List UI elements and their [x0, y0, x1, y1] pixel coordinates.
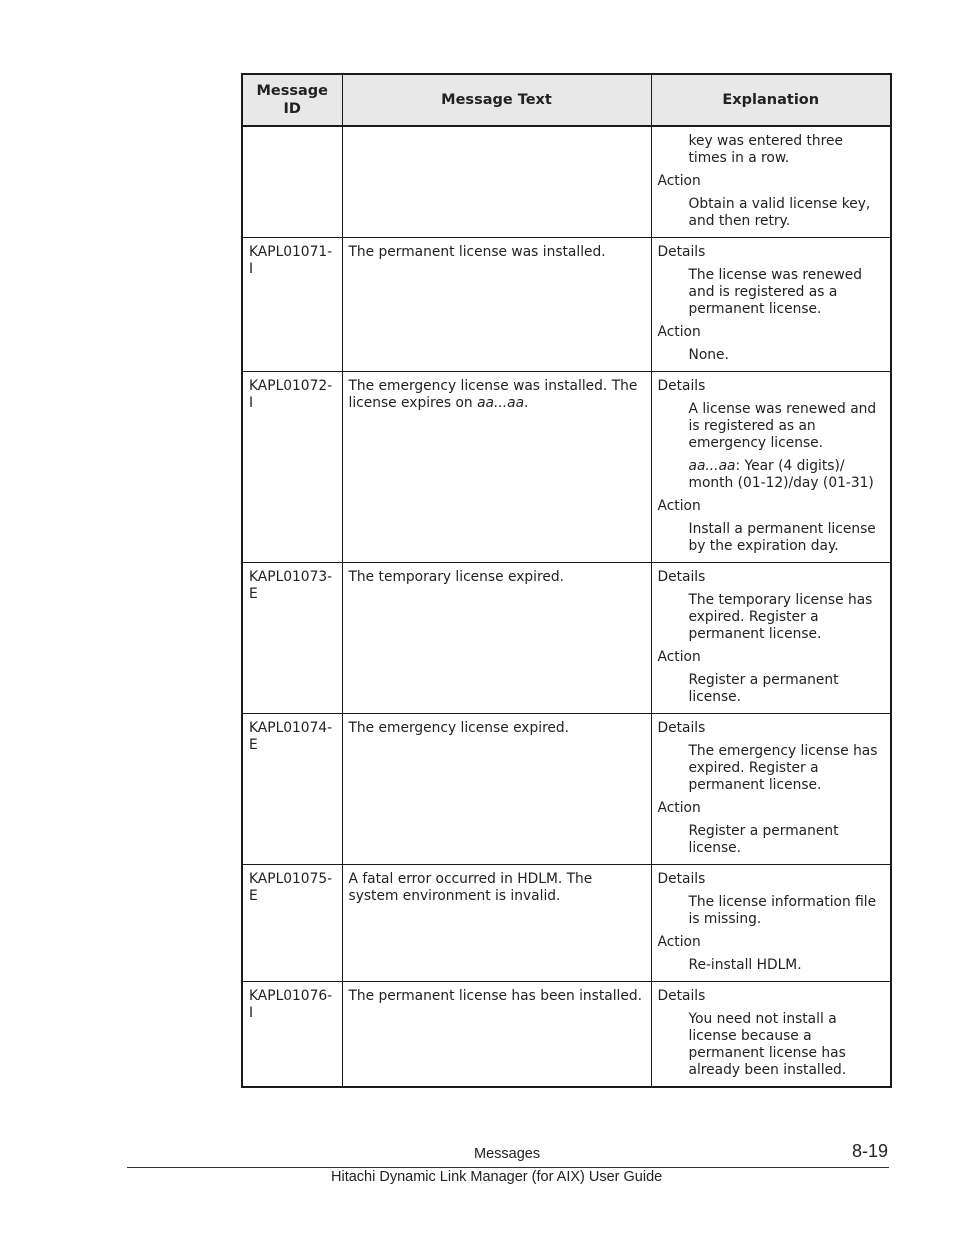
message-id-main: KAPL01073- [249, 569, 333, 585]
table-row [242, 865, 891, 982]
details-text: The emergency license has expired. Register a permanent license. [688, 743, 878, 793]
table-row [242, 238, 891, 372]
message-id [242, 714, 342, 865]
message-id [242, 372, 342, 563]
action-text: Install a permanent license by the expiration day. [688, 521, 876, 554]
message-text: The permanent license has been installed. [342, 982, 651, 1088]
text-cell [342, 126, 651, 238]
action-text: None. [688, 347, 729, 363]
message-id-suffix: E [249, 737, 258, 753]
table-row [242, 372, 891, 563]
details-label: Details [657, 720, 706, 736]
details-text: The license was renewed and is registered as a permanent license. [688, 267, 863, 317]
details-text: The license information file is missing. [688, 894, 877, 927]
message-text: A fatal error occurred in HDLM. The system environment is invalid. [342, 865, 651, 982]
message-id-main: KAPL01071- [249, 244, 333, 260]
message-id [242, 238, 342, 372]
message-id [242, 982, 342, 1088]
explanation-cell [651, 238, 891, 372]
message-id-suffix: I [249, 395, 254, 411]
details-text: You need not install a license because a permanent license has already been installed. [688, 1011, 847, 1078]
action-label: Action [657, 324, 701, 340]
message-text: The permanent license was installed. [342, 238, 651, 372]
message-id-suffix: I [249, 261, 254, 277]
message-text: The emergency license expired. [342, 714, 651, 865]
action-label: Action [657, 934, 701, 950]
message-id [242, 563, 342, 714]
table-row [242, 982, 891, 1088]
details-variable-text [689, 458, 885, 492]
action-label: Action [657, 173, 701, 189]
action-label: Action [657, 498, 701, 514]
message-id-suffix: I [249, 1005, 254, 1021]
message-id-suffix: E [249, 888, 258, 904]
header-message-id: Message ID [242, 74, 342, 126]
message-text [342, 372, 651, 563]
details-text: The temporary license has expired. Register a permanent license. [688, 592, 873, 642]
message-text-part: The emergency license was installed. The license expires on [348, 378, 638, 411]
action-text: Register a permanent license. [688, 672, 839, 705]
message-id-main: KAPL01074- [249, 720, 333, 736]
action-label: Action [657, 649, 701, 665]
page-number: 8-19 [851, 1141, 888, 1161]
footer-divider [127, 1167, 889, 1168]
details-variable: aa...aa [688, 458, 736, 474]
message-id [242, 865, 342, 982]
action-text: Register a permanent license. [688, 823, 839, 856]
message-text-part: . [524, 395, 529, 411]
details-variable-desc: : Year (4 digits)/ month (01-12)/day (01-31) [688, 458, 874, 491]
table-header-row [242, 74, 891, 126]
explanation-cell [651, 865, 891, 982]
message-table [241, 73, 892, 1088]
message-text-variable: aa...aa [477, 395, 525, 411]
id-cell [242, 126, 342, 238]
details-label: Details [657, 871, 706, 887]
details-label: Details [657, 244, 706, 260]
details-text: key was entered three times in a row. [688, 133, 843, 166]
message-id-main: KAPL01076- [249, 988, 333, 1004]
details-text: A license was renewed and is registered as an emergency license. [688, 401, 877, 451]
header-explanation: Explanation [651, 74, 891, 126]
table-row-continuation [242, 126, 891, 238]
explanation-cell [651, 982, 891, 1088]
table-row [242, 563, 891, 714]
action-text: Re-install HDLM. [688, 957, 802, 973]
footer-section-title: Messages [474, 1146, 541, 1162]
message-id-main: KAPL01072- [249, 378, 333, 394]
details-label: Details [657, 378, 706, 394]
message-id-main: KAPL01075- [249, 871, 333, 887]
explanation-cell [651, 372, 891, 563]
message-text: The temporary license expired. [342, 563, 651, 714]
header-message-text: Message Text [342, 74, 651, 126]
details-label: Details [657, 988, 706, 1004]
explanation-cell [651, 126, 891, 238]
explanation-cell [651, 563, 891, 714]
footer-guide-title: Hitachi Dynamic Link Manager (for AIX) User Guide [331, 1169, 663, 1185]
action-text: Obtain a valid license key, and then retry. [688, 196, 871, 229]
table-row [242, 714, 891, 865]
explanation-cell [651, 714, 891, 865]
details-label: Details [657, 569, 706, 585]
action-label: Action [657, 800, 701, 816]
message-id-suffix: E [249, 586, 258, 602]
